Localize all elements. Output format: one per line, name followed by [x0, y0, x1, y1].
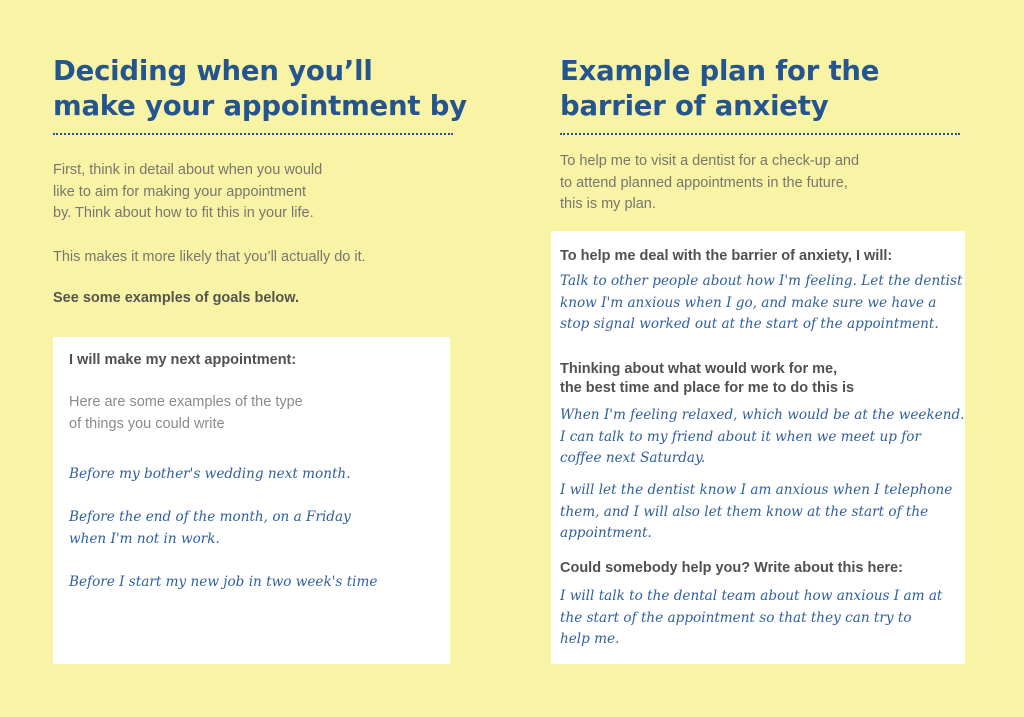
left-intro-line1: First, think in detail about when you would [53, 162, 323, 178]
right-intro [560, 151, 859, 216]
goal-example-2-line1: Before the end of the month, on a Friday [69, 509, 351, 525]
left-title [53, 54, 467, 124]
plan-heading-help: Could somebody help you? Write about this here: [560, 560, 903, 576]
right-title-line2: barrier of anxiety [560, 90, 829, 122]
plan-answer-telephone-line3: appointment. [560, 525, 652, 542]
plan-answer-help-line1: I will talk to the dental team about how anxious I am at [560, 588, 943, 604]
plan-answer-time-place-line3: coffee next Saturday. [560, 450, 706, 467]
plan-answer-barrier-line2: know I'm anxious when I go, and make sure we have a [560, 294, 937, 311]
plan-answer-telephone-line1: I will let the dentist know I am anxious when I telephone [560, 482, 953, 498]
plan-answer-time-place [560, 405, 965, 470]
left-title-line1: Deciding when you’ll [53, 55, 373, 87]
plan-heading-barrier: To help me deal with the barrier of anxiety, I will: [560, 248, 893, 264]
plan-answer-help-line3: help me. [560, 631, 620, 648]
plan-answer-barrier-line3: stop signal worked out at the start of the appointment. [560, 316, 939, 333]
plan-answer-time-place-line2: I can talk to my friend about it when we meet up for [560, 428, 921, 445]
left-intro-line3: by. Think about how to fit this in your life. [53, 205, 314, 221]
plan-answer-barrier [560, 271, 962, 336]
anxiety-plan-card [551, 231, 965, 664]
left-intro [53, 160, 322, 225]
right-dotted-divider [560, 133, 960, 135]
left-intro-2: This makes it more likely that you’ll actually do it. [53, 249, 366, 265]
plan-answer-time-place-line1: When I'm feeling relaxed, which would be at the weekend. [560, 407, 965, 423]
left-title-line2: make your appointment by [53, 90, 467, 122]
right-intro-line2: to attend planned appointments in the future, [560, 174, 848, 191]
plan-answer-help-line2: the start of the appointment so that they can try to [560, 609, 912, 626]
goal-example-3: Before I start my new job in two week's time [69, 574, 378, 590]
right-title-line1: Example plan for the [560, 55, 880, 87]
goal-card-hint [69, 392, 303, 435]
right-title [560, 54, 879, 124]
goal-example-2-line2: when I'm not in work. [69, 530, 220, 547]
goal-card-hint-line2: of things you could write [69, 415, 225, 432]
goal-example-2 [69, 507, 351, 550]
plan-heading-time-place-line2: the best time and place for me to do this is [560, 380, 855, 396]
plan-answer-telephone [560, 480, 952, 545]
plan-heading-time-place-line1: Thinking about what would work for me, [560, 361, 838, 377]
plan-answer-help [560, 586, 942, 651]
examples-note: See some examples of goals below. [53, 290, 300, 306]
plan-answer-telephone-line2: them, and I will also let them know at the start of the [560, 503, 929, 520]
plan-heading-time-place [560, 360, 854, 398]
left-intro-line2: like to aim for making your appointment [53, 183, 307, 200]
goal-example-card [53, 337, 450, 664]
goal-card-hint-line1: Here are some examples of the type [69, 394, 303, 410]
goal-example-1: Before my bother's wedding next month. [69, 466, 351, 482]
right-intro-line1: To help me to visit a dentist for a check-up and [560, 153, 860, 169]
goal-card-heading: I will make my next appointment: [69, 352, 297, 368]
right-intro-line3: this is my plan. [560, 196, 656, 212]
left-dotted-divider [53, 133, 453, 135]
plan-answer-barrier-line1: Talk to other people about how I'm feeling. Let the dentist [560, 273, 963, 289]
